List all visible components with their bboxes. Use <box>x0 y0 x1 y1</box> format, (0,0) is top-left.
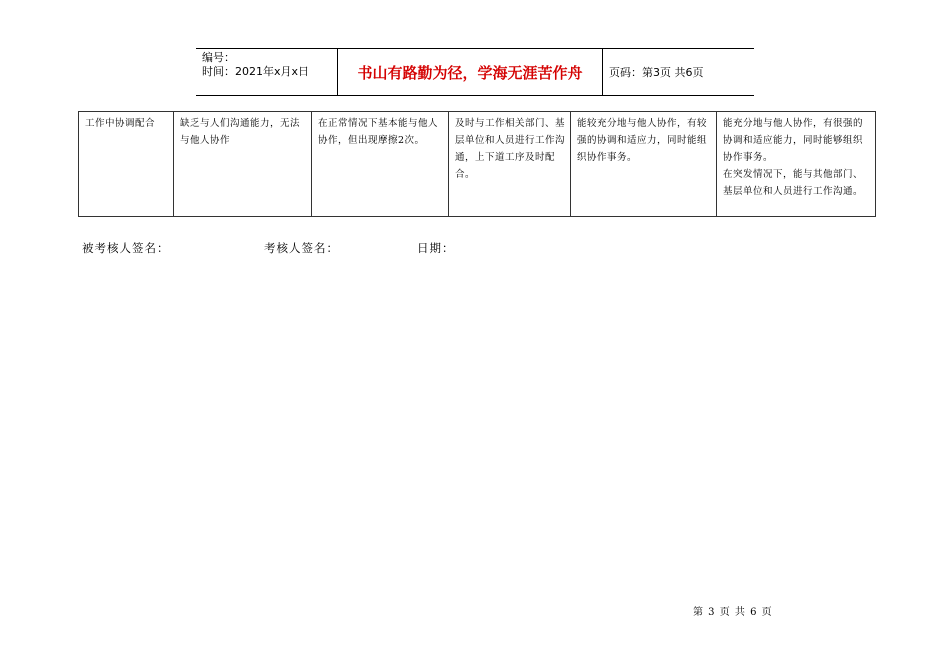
level-1-cell: 缺乏与人们沟通能力，无法与他人协作 <box>174 112 312 217</box>
level-3-cell: 及时与工作相关部门、基层单位和人员进行工作沟通，上下道工序及时配合。 <box>449 112 571 217</box>
header-motto: 书山有路勤为径，学海无涯苦作舟 <box>338 49 603 95</box>
examiner-signature-label: 考核人签名： <box>264 241 339 255</box>
level-4-cell: 能较充分地与他人协作，有较强的协调和适应力，同时能组织协作事务。 <box>571 112 717 217</box>
evaluation-table <box>78 111 876 217</box>
header-number: 编号： <box>202 51 235 64</box>
header-page-info: 页码：第3页 共6页 <box>609 66 704 79</box>
header-meta <box>196 49 338 95</box>
item-cell: 工作中协调配合 <box>79 112 174 217</box>
examinee-signature-label: 被考核人签名： <box>82 241 170 255</box>
level-2-cell: 在正常情况下基本能与他人协作，但出现摩擦2次。 <box>312 112 449 217</box>
level-5-cell: 能充分地与他人协作，有很强的协调和适应能力，同时能够组织协作事务。 在突发情况下，能与其他部门、基层单位和人员进行工作沟通。 <box>717 112 876 217</box>
page-header <box>196 48 754 96</box>
table-row <box>79 112 876 217</box>
page-footer: 第 3 页 共 6 页 <box>693 607 773 618</box>
header-time: 时间：2021年x月x日 <box>202 65 310 78</box>
date-label: 日期： <box>417 241 455 255</box>
